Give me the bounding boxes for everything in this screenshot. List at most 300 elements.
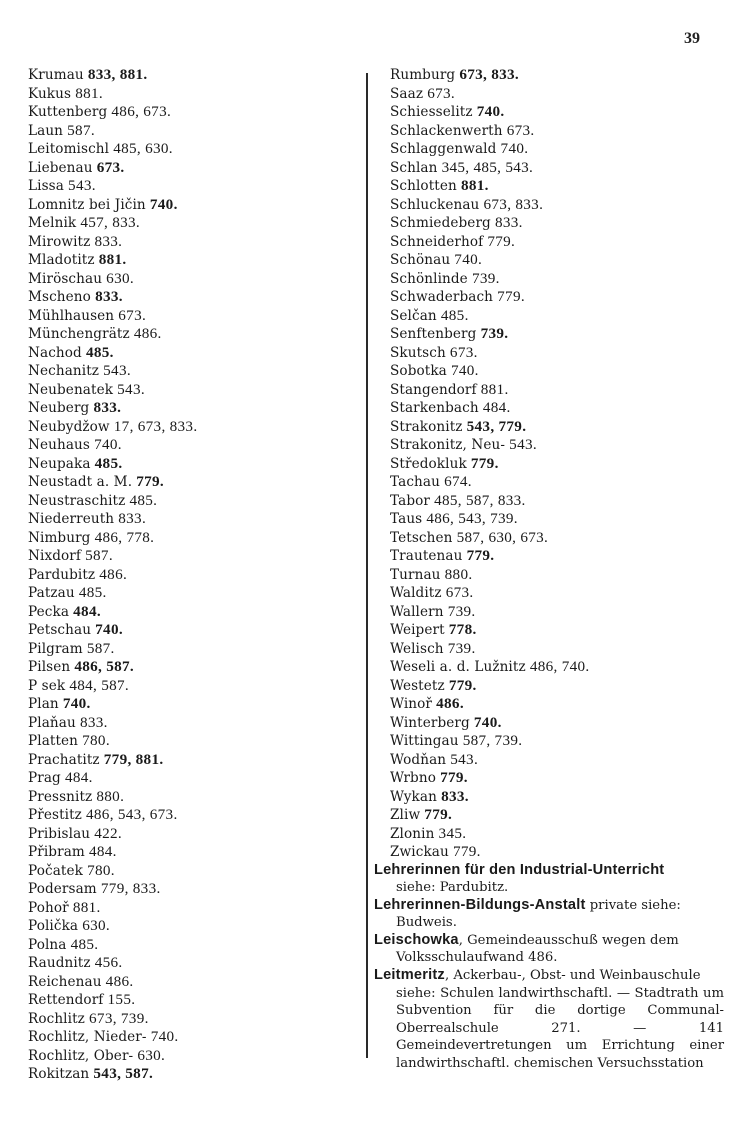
entry-page-refs: 543. xyxy=(450,750,479,768)
index-entry xyxy=(390,325,735,344)
index-entry xyxy=(28,547,358,566)
index-entry xyxy=(28,621,358,640)
entry-place-name: Pilgram xyxy=(28,640,83,657)
entry-page-refs: 486, 778. xyxy=(94,528,155,546)
index-entry xyxy=(390,140,735,159)
entry-place-name: Rumburg xyxy=(390,67,456,83)
index-entry xyxy=(390,159,735,178)
entry-place-name: Selčan xyxy=(390,307,437,324)
index-entry xyxy=(28,381,358,400)
index-entry xyxy=(28,566,358,585)
entry-page-refs: 486, 587. xyxy=(74,658,134,675)
entry-place-name: Plan xyxy=(28,696,59,712)
index-entry xyxy=(390,584,735,603)
subject-heading: Leischowka xyxy=(374,931,459,948)
index-entry xyxy=(390,381,735,400)
entry-place-name: Zliw xyxy=(390,807,421,823)
subject-heading: Lehrerinnen-Bildungs-Anstalt xyxy=(374,896,586,913)
index-entry xyxy=(28,584,358,603)
entry-place-name: Miröschau xyxy=(28,270,103,287)
entry-place-name: Schlaggenwald xyxy=(390,141,497,157)
entry-page-refs: 673. xyxy=(427,84,455,102)
entry-page-refs: 457, 833. xyxy=(80,214,141,231)
entry-place-name: Schönlinde xyxy=(390,270,468,287)
entry-place-name: Wittingau xyxy=(390,733,459,749)
index-subject-entry xyxy=(374,967,724,1073)
entry-place-name: Liebenau xyxy=(28,159,93,176)
entry-page-refs: 484. xyxy=(73,602,101,620)
index-entry xyxy=(28,1010,358,1029)
entry-place-name: Tachau xyxy=(390,474,440,490)
entry-place-name: Podersam xyxy=(28,881,97,897)
entry-place-name: Winoř xyxy=(390,696,433,712)
entry-place-name: Neubenatek xyxy=(28,381,114,398)
index-entry xyxy=(28,436,358,455)
entry-place-name: Polička xyxy=(28,918,79,934)
entry-page-refs: 779, 881. xyxy=(103,750,164,768)
entry-page-refs: 486. xyxy=(133,325,162,342)
entry-page-refs: 486, 673. xyxy=(111,103,172,120)
entry-place-name: Niederreuth xyxy=(28,511,115,527)
entry-page-refs: 779. xyxy=(136,473,165,490)
index-column-right xyxy=(374,66,735,1073)
entry-place-name: Pardubitz xyxy=(28,566,96,583)
subject-heading-tail: , Gemeindeausschuß wegen dem xyxy=(458,932,679,948)
index-entry xyxy=(390,251,735,270)
entry-page-refs: 740. xyxy=(473,713,502,731)
entry-page-refs: 740. xyxy=(454,251,483,268)
entry-page-refs: 486. xyxy=(105,972,134,990)
index-entry xyxy=(390,806,735,825)
entry-place-name: Trautenau xyxy=(390,548,463,564)
index-entry xyxy=(28,788,358,807)
entry-place-name: Schlan xyxy=(390,159,438,176)
entry-page-refs: 486. xyxy=(99,565,128,583)
index-entry xyxy=(28,196,358,215)
entry-place-name: Walditz xyxy=(390,585,442,601)
index-entry xyxy=(390,621,735,640)
entry-place-name: Schmiedeberg xyxy=(390,215,491,231)
subject-continuation: Volksschulaufwand 486. xyxy=(396,950,558,966)
entry-page-refs: 485. xyxy=(94,454,123,472)
index-entry xyxy=(390,769,735,788)
entry-place-name: Westetz xyxy=(390,677,445,694)
entry-place-name: Schlackenwerth xyxy=(390,122,503,139)
index-entry xyxy=(390,751,735,770)
entry-place-name: Nimburg xyxy=(28,529,91,546)
index-entry xyxy=(28,362,358,381)
entry-page-refs: 779. xyxy=(452,843,481,860)
entry-page-refs: 17, 673, 833. xyxy=(113,417,198,435)
entry-place-name: Patzau xyxy=(28,585,75,601)
index-entry xyxy=(28,344,358,363)
entry-page-refs: 630. xyxy=(106,269,134,287)
entry-page-refs: 881. xyxy=(480,380,509,398)
entry-place-name: Pribislau xyxy=(28,825,91,842)
index-entry xyxy=(28,510,358,529)
index-entry xyxy=(28,288,358,307)
entry-place-name: Tetschen xyxy=(390,529,453,546)
entry-place-name: Senftenberg xyxy=(390,326,477,342)
index-entry xyxy=(390,695,735,714)
index-entry xyxy=(28,603,358,622)
entry-page-refs: 155. xyxy=(107,991,136,1008)
entry-page-refs: 485. xyxy=(78,584,107,601)
entry-page-refs: 740. xyxy=(94,436,122,453)
index-entry xyxy=(28,307,358,326)
entry-page-refs: 630. xyxy=(82,917,111,934)
entry-page-refs: 780. xyxy=(87,861,115,879)
entry-page-refs: 587, 630, 673. xyxy=(456,528,549,546)
index-entry xyxy=(390,529,735,548)
subject-heading-tail: , Ackerbau-, Obst- und Weinbauschule xyxy=(444,968,701,984)
index-column-left xyxy=(28,66,358,1084)
entry-page-refs: 779. xyxy=(466,547,495,564)
entry-place-name: Stangendorf xyxy=(390,381,477,398)
index-entry xyxy=(28,399,358,418)
entry-page-refs: 456. xyxy=(94,954,123,971)
index-entry xyxy=(390,455,735,474)
index-entry xyxy=(390,436,735,455)
index-entry xyxy=(390,788,735,807)
entry-place-name: Prachatitz xyxy=(28,751,100,768)
entry-page-refs: 485. xyxy=(440,306,469,324)
index-entry xyxy=(390,658,735,677)
entry-page-refs: 543. xyxy=(117,380,145,398)
entry-page-refs: 543. xyxy=(509,436,537,453)
entry-page-refs: 543. xyxy=(68,177,96,194)
entry-page-refs: 422. xyxy=(94,824,123,842)
entry-place-name: Strakonitz, Neu- xyxy=(390,437,506,453)
index-entry xyxy=(28,825,358,844)
entry-page-refs: 740. xyxy=(150,1028,179,1045)
subject-continuation: Budweis. xyxy=(396,915,457,931)
entry-place-name: Leitomischl xyxy=(28,141,110,157)
index-entry xyxy=(28,732,358,751)
entry-page-refs: 833, 881. xyxy=(87,66,148,83)
entry-page-refs: 833. xyxy=(94,232,123,250)
index-entry xyxy=(28,270,358,289)
column-divider xyxy=(366,73,368,1058)
entry-place-name: Pohoř xyxy=(28,899,69,916)
entry-page-refs: 881. xyxy=(72,898,101,916)
index-entry xyxy=(390,66,735,85)
entry-place-name: Wodňan xyxy=(390,751,447,768)
entry-place-name: Přibram xyxy=(28,844,85,860)
entry-page-refs: 543. xyxy=(103,362,131,379)
entry-place-name: Zlonin xyxy=(390,825,435,842)
entry-place-name: Skutsch xyxy=(390,344,446,361)
entry-place-name: Petschau xyxy=(28,622,92,638)
index-entry xyxy=(390,288,735,307)
entry-place-name: Krumau xyxy=(28,67,84,83)
entry-page-refs: 779. xyxy=(448,676,477,694)
index-entry xyxy=(390,103,735,122)
entry-place-name: Nixdorf xyxy=(28,548,82,564)
entry-page-refs: 484, 587. xyxy=(69,676,129,694)
entry-place-name: Přestitz xyxy=(28,807,82,823)
entry-place-name: Lomnitz bei Jičin xyxy=(28,196,146,213)
entry-page-refs: 833. xyxy=(118,510,147,527)
entry-page-refs: 345. xyxy=(438,824,467,842)
index-entry xyxy=(390,399,735,418)
entry-place-name: Weseli a. d. Lužnitz xyxy=(390,659,526,675)
entry-page-refs: 484. xyxy=(64,769,93,786)
index-entry xyxy=(390,85,735,104)
index-entry xyxy=(390,270,735,289)
index-entry xyxy=(28,751,358,770)
index-entry xyxy=(390,640,735,659)
entry-page-refs: 543, 779. xyxy=(466,417,527,435)
index-entry xyxy=(28,233,358,252)
index-entry xyxy=(390,843,735,862)
entry-page-refs: 674. xyxy=(444,473,472,490)
index-entry xyxy=(390,510,735,529)
entry-place-name: Mirowitz xyxy=(28,233,91,250)
index-entry xyxy=(28,140,358,159)
index-entry xyxy=(28,1047,358,1066)
index-entry xyxy=(28,899,358,918)
index-entry xyxy=(28,455,358,474)
entry-page-refs: 778. xyxy=(448,621,477,638)
entry-page-refs: 673, 833. xyxy=(483,195,544,213)
entry-place-name: Melnik xyxy=(28,215,77,231)
index-entry xyxy=(28,177,358,196)
entry-place-name: Zwickau xyxy=(390,844,449,860)
index-entry xyxy=(28,880,358,899)
entry-place-name: Tabor xyxy=(390,492,430,509)
index-subject-entry xyxy=(374,897,724,932)
index-entry xyxy=(390,233,735,252)
index-entry xyxy=(28,973,358,992)
index-entry xyxy=(390,344,735,363)
index-subject-entry xyxy=(374,932,724,967)
index-entry xyxy=(28,954,358,973)
entry-page-refs: 543, 587. xyxy=(93,1065,154,1082)
entry-page-refs: 587, 739. xyxy=(462,732,523,749)
entry-page-refs: 486. xyxy=(436,695,464,712)
entry-page-refs: 779, 833. xyxy=(100,880,161,897)
entry-place-name: Kuttenberg xyxy=(28,104,108,120)
entry-place-name: Starkenbach xyxy=(390,400,479,416)
entry-page-refs: 833. xyxy=(494,214,523,231)
entry-place-name: Mladotitz xyxy=(28,252,95,268)
entry-place-name: Laun xyxy=(28,122,64,139)
index-entry xyxy=(28,769,358,788)
index-entry xyxy=(28,85,358,104)
index-entry xyxy=(28,214,358,233)
index-entry xyxy=(28,251,358,270)
entry-place-name: Rochlitz, Ober- xyxy=(28,1047,134,1064)
index-entry xyxy=(390,492,735,511)
index-entry xyxy=(28,862,358,881)
entry-place-name: Rettendorf xyxy=(28,992,104,1008)
index-entry xyxy=(28,936,358,955)
index-entry xyxy=(390,362,735,381)
index-entry xyxy=(390,732,735,751)
entry-page-refs: 740. xyxy=(149,195,178,213)
entry-page-refs: 881. xyxy=(460,177,489,194)
index-entry xyxy=(390,307,735,326)
entry-page-refs: 740. xyxy=(62,695,91,712)
index-entry xyxy=(28,695,358,714)
index-entry xyxy=(390,677,735,696)
entry-page-refs: 880. xyxy=(96,787,125,805)
index-entry xyxy=(390,418,735,437)
entry-page-refs: 485. xyxy=(70,935,99,953)
entry-place-name: Neuhaus xyxy=(28,437,90,453)
entry-place-name: Mühlhausen xyxy=(28,307,115,324)
index-entry xyxy=(28,843,358,862)
entry-place-name: Rokitzan xyxy=(28,1066,90,1082)
index-subject-entry xyxy=(374,862,724,897)
entry-place-name: Nechanitz xyxy=(28,363,100,379)
entry-place-name: Neuberg xyxy=(28,400,90,416)
entry-page-refs: 833. xyxy=(95,288,123,305)
entry-page-refs: 779. xyxy=(470,454,499,472)
entry-page-refs: 485, 630. xyxy=(113,140,173,157)
entry-page-refs: 484. xyxy=(89,843,117,860)
subject-continuation: siehe: Schulen landwirthschaftl. — Stadtrath um Subvention für die dortige Communal-Oberrealschule 271. — 141 Gemeindevertretungen um Errichtung einer landwirthschaftl. chemischen Versuchsstation xyxy=(396,985,724,1072)
index-entry xyxy=(28,917,358,936)
entry-place-name: Winterberg xyxy=(390,714,470,731)
index-entry xyxy=(390,122,735,141)
entry-page-refs: 740. xyxy=(451,362,479,379)
entry-place-name: Středokluk xyxy=(390,455,467,472)
entry-page-refs: 345, 485, 543. xyxy=(441,158,534,176)
index-entry xyxy=(28,677,358,696)
index-entry xyxy=(390,825,735,844)
entry-page-refs: 486, 543, 739. xyxy=(426,510,518,527)
entry-place-name: Wallern xyxy=(390,603,444,620)
entry-place-name: P sek xyxy=(28,677,66,694)
entry-page-refs: 881. xyxy=(98,251,127,268)
entry-place-name: Weipert xyxy=(390,622,445,638)
entry-place-name: Schlotten xyxy=(390,178,457,194)
index-entry xyxy=(28,529,358,548)
index-entry xyxy=(390,196,735,215)
entry-place-name: Reichenau xyxy=(28,973,102,990)
index-entry xyxy=(28,714,358,733)
entry-place-name: Strakonitz xyxy=(390,418,463,435)
entry-place-name: Welisch xyxy=(390,640,444,657)
index-entry xyxy=(390,547,735,566)
entry-place-name: Schneiderhof xyxy=(390,233,484,250)
entry-place-name: Polna xyxy=(28,936,67,953)
entry-place-name: Pilsen xyxy=(28,659,71,675)
index-entry xyxy=(28,1065,358,1084)
index-entry xyxy=(28,418,358,437)
entry-place-name: Schwaderbach xyxy=(390,289,494,305)
entry-page-refs: 587. xyxy=(67,121,95,139)
entry-place-name: Rochlitz, Nieder- xyxy=(28,1029,147,1045)
entry-page-refs: 780. xyxy=(82,732,110,749)
subject-heading: Lehrerinnen für den Industrial-Unterricht xyxy=(374,861,665,878)
entry-page-refs: 485, 587, 833. xyxy=(434,491,526,509)
entry-page-refs: 739. xyxy=(447,639,476,657)
entry-place-name: Pressnitz xyxy=(28,788,93,805)
entry-page-refs: 881. xyxy=(75,84,103,102)
entry-place-name: Turnau xyxy=(390,566,441,583)
page-number: 39 xyxy=(684,30,700,47)
entry-place-name: Raudnitz xyxy=(28,955,91,971)
index-entry xyxy=(28,66,358,85)
subject-continuation: siehe: Pardubitz. xyxy=(396,880,509,896)
index-entry xyxy=(390,714,735,733)
entry-page-refs: 779. xyxy=(440,769,468,786)
index-entry xyxy=(390,473,735,492)
entry-page-refs: 673. xyxy=(506,121,535,139)
entry-place-name: Neupaka xyxy=(28,455,91,472)
entry-page-refs: 587. xyxy=(85,547,113,564)
entry-page-refs: 673, 833. xyxy=(459,66,520,83)
entry-page-refs: 880. xyxy=(444,565,473,583)
index-entry xyxy=(28,806,358,825)
entry-place-name: Sobotka xyxy=(390,363,447,379)
index-entry xyxy=(28,159,358,178)
entry-place-name: Nachod xyxy=(28,344,82,361)
entry-page-refs: 486, 740. xyxy=(529,658,590,675)
entry-page-refs: 484. xyxy=(482,399,511,416)
entry-page-refs: 673. xyxy=(449,343,478,361)
entry-page-refs: 833. xyxy=(441,787,469,805)
entry-place-name: Wykan xyxy=(390,788,437,805)
entry-page-refs: 779. xyxy=(497,288,525,305)
entry-place-name: Prag xyxy=(28,770,61,786)
entry-page-refs: 485. xyxy=(129,491,158,509)
entry-place-name: Neustadt a. M. xyxy=(28,474,133,490)
index-entry xyxy=(28,1028,358,1047)
index-entry xyxy=(28,122,358,141)
index-entry xyxy=(390,566,735,585)
entry-place-name: Plaňau xyxy=(28,714,76,731)
index-entry xyxy=(28,492,358,511)
entry-page-refs: 486, 543, 673. xyxy=(86,806,178,823)
index-entry xyxy=(28,103,358,122)
subject-heading: Leitmeritz xyxy=(374,967,445,984)
entry-place-name: Wrbno xyxy=(390,770,437,786)
entry-page-refs: 630. xyxy=(137,1046,166,1064)
entry-page-refs: 740. xyxy=(476,103,505,120)
index-entry xyxy=(390,603,735,622)
entry-place-name: Rochlitz xyxy=(28,1010,85,1027)
index-entry xyxy=(28,658,358,677)
entry-page-refs: 779. xyxy=(424,806,453,823)
entry-page-refs: 739. xyxy=(480,325,509,342)
entry-page-refs: 833. xyxy=(79,713,108,731)
entry-page-refs: 587. xyxy=(86,639,115,657)
index-entry xyxy=(28,991,358,1010)
entry-place-name: Neustraschitz xyxy=(28,492,126,509)
entry-place-name: Schiesselitz xyxy=(390,104,473,120)
entry-page-refs: 740. xyxy=(95,621,123,638)
entry-page-refs: 673. xyxy=(445,584,474,601)
entry-page-refs: 485. xyxy=(85,343,114,361)
index-entry xyxy=(390,214,735,233)
index-entry xyxy=(28,473,358,492)
entry-place-name: Počatek xyxy=(28,862,83,879)
entry-page-refs: 833. xyxy=(93,399,122,416)
entry-place-name: Kukus xyxy=(28,85,72,102)
entry-place-name: Schluckenau xyxy=(390,196,480,213)
entry-page-refs: 673, 739. xyxy=(89,1009,149,1027)
entry-place-name: Saaz xyxy=(390,85,424,102)
entry-page-refs: 740. xyxy=(500,140,529,157)
subject-heading-tail: private siehe: xyxy=(585,897,681,913)
entry-place-name: Münchengrätz xyxy=(28,326,130,342)
index-entry xyxy=(28,325,358,344)
entry-page-refs: 779. xyxy=(487,232,516,250)
